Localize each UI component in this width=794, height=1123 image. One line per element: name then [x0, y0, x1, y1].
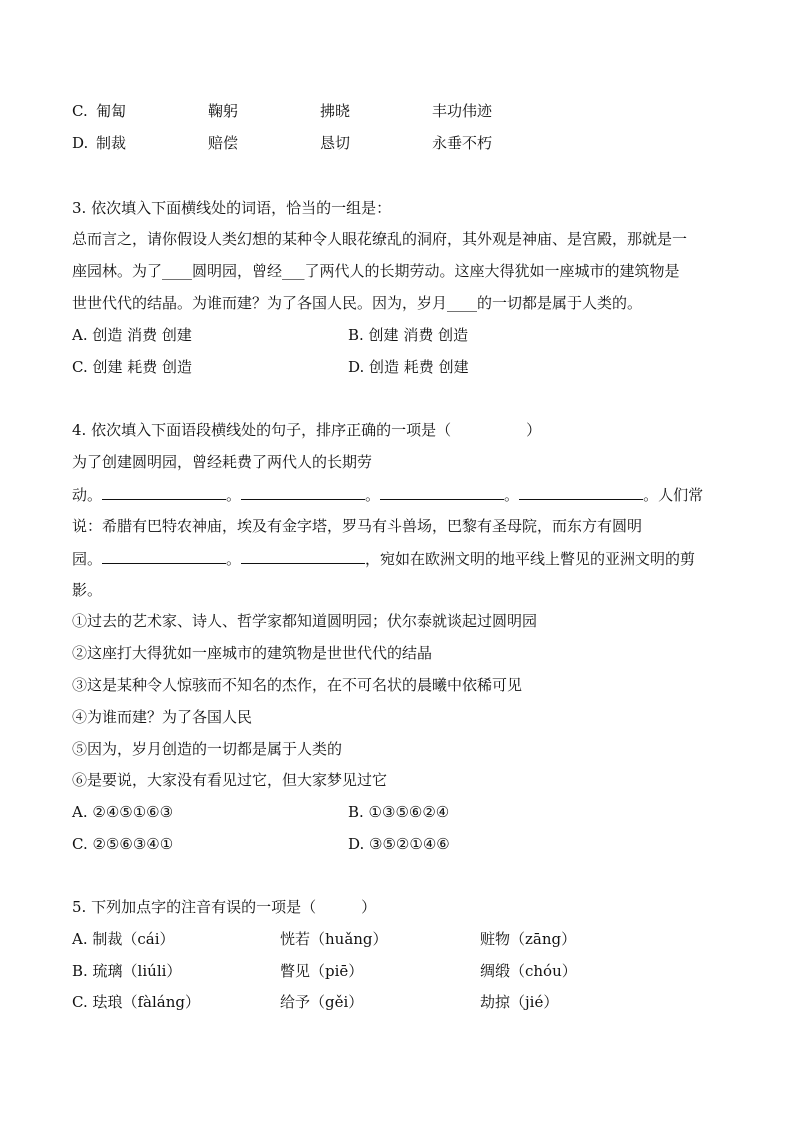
q3-option-a: A. 创造 消费 创建 — [72, 326, 192, 344]
q5-option-b-item-2: 瞥见（piē） — [280, 962, 364, 980]
q3-passage-line-3: 世世代代的结晶。为谁而建？为了各国人民。因为，岁月____的一切都是属于人类的。 — [72, 294, 643, 312]
blank-4[interactable] — [519, 484, 643, 500]
period: 。 — [643, 486, 659, 504]
blank-1[interactable] — [102, 484, 226, 500]
q2-option-d-word-3: 恳切 — [320, 134, 351, 152]
q4-passage-line-1: 为了创建圆明园，曾经耗费了两代人的长期劳 — [72, 453, 373, 471]
q2-option-c-letter: C. — [72, 102, 88, 120]
q4-sentence-1: ①过去的艺术家、诗人、哲学家都知道圆明园；伏尔泰就谈起过圆明园 — [72, 612, 538, 630]
q4-option-d: D. ③⑤②①④⑥ — [348, 835, 450, 853]
q2-option-d-word-2: 赔偿 — [208, 134, 239, 152]
q3-passage-line-2: 座园林。为了____圆明园，曾经___了两代人的长期劳动。这座大得犹如一座城市的建筑物是 — [72, 262, 680, 280]
period: 。 — [365, 486, 381, 504]
q5-option-b-item-1: B. 琉璃（liúli） — [72, 962, 182, 980]
q4-sentence-3: ③这是某种令人惊骇而不知名的杰作，在不可名状的晨曦中依稀可见 — [72, 676, 523, 694]
q2-option-d-letter: D. — [72, 134, 89, 152]
q4-passage-line-2 — [72, 484, 703, 505]
q4-option-c: C. ②⑤⑥③④① — [72, 835, 174, 853]
q4-passage-line-5: 影。 — [72, 581, 103, 599]
q5-option-a-item-2: 恍若（huǎng） — [280, 930, 388, 948]
blank-2[interactable] — [241, 484, 365, 500]
q2-option-c-word-4: 丰功伟迹 — [432, 102, 493, 120]
q5-stem: 5. 下列加点字的注音有误的一项是（ ） — [72, 898, 377, 916]
q4-line2-end: 人们常 — [658, 486, 704, 504]
q4-passage-line-4 — [72, 548, 695, 569]
q2-option-d-word-1: 制裁 — [96, 134, 127, 152]
q4-sentence-4: ④为谁而建？为了各国人民 — [72, 708, 253, 726]
q5-option-b-item-3: 绸缎（chóu） — [480, 962, 577, 980]
period: 。 — [504, 486, 520, 504]
q4-option-b: B. ①③⑤⑥②④ — [348, 803, 450, 821]
q4-line4-end: ，宛如在欧洲文明的地平线上瞥见的亚洲文明的剪 — [365, 550, 696, 568]
q2-option-c-word-3: 拂晓 — [320, 102, 351, 120]
q2-option-c-word-2: 鞠躬 — [208, 102, 239, 120]
q3-passage-line-1: 总而言之，请你假设人类幻想的某种令人眼花缭乱的洞府，其外观是神庙、是宫殿，那就是一 — [72, 230, 688, 248]
q4-sentence-5: ⑤因为，岁月创造的一切都是属于人类的 — [72, 740, 343, 758]
q4-passage-line-3: 说：希腊有巴特农神庙，埃及有金字塔，罗马有斗兽场，巴黎有圣母院，而东方有圆明 — [72, 517, 643, 535]
q4-option-a: A. ②④⑤①⑥③ — [72, 803, 174, 821]
q3-option-b: B. 创建 消费 创造 — [348, 326, 469, 344]
q3-option-d: D. 创造 耗费 创建 — [348, 358, 469, 376]
q4-stem: 4. 依次填入下面语段横线处的句子，排序正确的一项是（ ） — [72, 421, 542, 439]
q4-line4-start: 园。 — [72, 550, 103, 568]
q3-option-c: C. 创建 耗费 创造 — [72, 358, 193, 376]
q5-option-c-item-1: C. 珐琅（fàláng） — [72, 993, 200, 1011]
q4-sentence-6: ⑥是要说，大家没有看见过它，但大家梦见过它 — [72, 771, 388, 789]
q2-option-c-word-1-inline: 匍匐 — [96, 102, 127, 120]
blank-5[interactable] — [102, 548, 226, 564]
q5-option-a-item-1: A. 制裁（cái） — [72, 930, 175, 948]
q4-line2-start: 动。 — [72, 486, 103, 504]
q5-option-c-item-2: 给予（gěi） — [280, 993, 364, 1011]
blank-3[interactable] — [380, 484, 504, 500]
blank-6[interactable] — [241, 548, 365, 564]
q4-sentence-2: ②这座打大得犹如一座城市的建筑物是世世代代的结晶 — [72, 644, 433, 662]
period: 。 — [226, 550, 242, 568]
q5-option-a-item-3: 赃物（zāng） — [480, 930, 577, 948]
q2-option-d-word-4: 永垂不朽 — [432, 134, 493, 152]
period: 。 — [226, 486, 242, 504]
q5-option-c-item-3: 劫掠（jié） — [480, 993, 559, 1011]
q3-stem: 3. 依次填入下面横线处的词语，恰当的一组是： — [72, 199, 392, 217]
